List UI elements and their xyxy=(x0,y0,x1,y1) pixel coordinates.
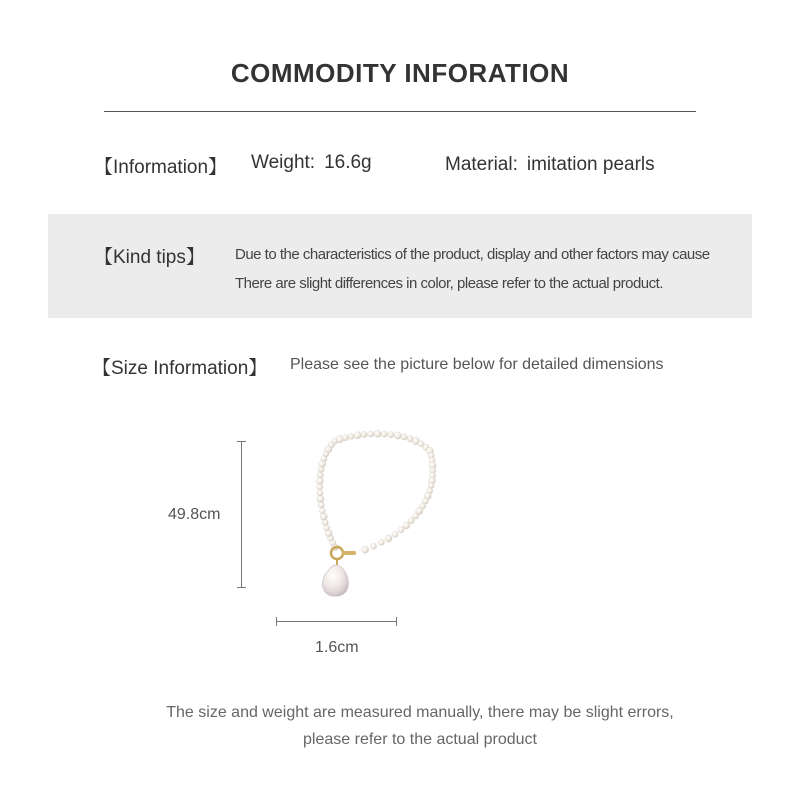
pearl-bead xyxy=(401,434,407,440)
pearl-bead xyxy=(317,490,323,496)
footnote-line-1: The size and weight are measured manually, there may be slight errors, xyxy=(166,704,674,721)
kind-tips-line-1: Due to the characteristics of the product, display and other factors may cause xyxy=(235,246,710,263)
pearl-bead xyxy=(381,431,387,437)
material-field xyxy=(445,154,655,176)
pearl-bead xyxy=(388,432,394,438)
material-label: Material: xyxy=(445,154,518,175)
width-dimension-cap-right xyxy=(396,617,397,626)
pearl-bead xyxy=(378,539,384,545)
height-dimension-cap-bottom xyxy=(237,587,246,588)
information-label: 【Information】 xyxy=(94,157,228,178)
page-title: COMMODITY INFORATION xyxy=(230,58,570,88)
width-dimension-cap-left xyxy=(276,617,277,626)
pearl-bead xyxy=(374,430,381,437)
width-dimension-label: 1.6cm xyxy=(315,639,359,656)
width-dimension-line xyxy=(276,621,397,622)
pearl-bead xyxy=(317,495,324,502)
material-value: imitation pearls xyxy=(526,154,655,175)
pearl-bead xyxy=(403,522,410,529)
pearl-bead xyxy=(348,433,354,439)
pearl-bead xyxy=(342,435,348,441)
information-row xyxy=(0,152,800,182)
kind-tips-label: 【Kind tips】 xyxy=(94,247,205,268)
weight-value: 16.6g xyxy=(324,152,372,173)
pearl-bead xyxy=(319,508,325,514)
size-information-label: 【Size Information】 xyxy=(92,358,268,379)
toggle-clasp-bar xyxy=(342,551,356,555)
pearl-bead xyxy=(354,432,361,439)
pearl-bead xyxy=(317,484,323,490)
height-dimension-label: 49.8cm xyxy=(168,506,221,523)
pearl-bead xyxy=(385,535,392,542)
pearl-necklace-icon xyxy=(290,425,450,600)
pearl-bead xyxy=(398,527,404,533)
pearl-bead xyxy=(361,431,367,437)
weight-label: Weight: xyxy=(251,152,316,173)
baroque-pearl-pendant xyxy=(322,565,348,597)
title-divider xyxy=(104,111,696,112)
pearl-bead xyxy=(316,477,323,484)
pearl-bead xyxy=(324,525,330,531)
pearl-bead xyxy=(368,431,374,437)
pearl-bead xyxy=(318,502,324,508)
pearl-bead xyxy=(392,531,398,537)
pearl-bead xyxy=(317,472,323,478)
pearl-bead xyxy=(394,432,401,439)
pearl-bead xyxy=(362,546,369,553)
pearl-bead xyxy=(320,513,327,520)
weight-field xyxy=(251,152,372,174)
height-dimension-line xyxy=(241,441,242,588)
footnote-line-2: please refer to the actual product xyxy=(303,731,537,748)
height-dimension-cap-top xyxy=(237,441,246,442)
pearl-strand xyxy=(316,430,436,553)
pearl-bead xyxy=(413,513,419,519)
pearl-bead xyxy=(370,543,376,549)
size-information-description: Please see the picture below for detailed dimensions xyxy=(290,356,664,373)
kind-tips-line-2: There are slight differences in color, please refer to the actual product. xyxy=(235,275,663,292)
kind-tips-panel xyxy=(48,214,752,318)
